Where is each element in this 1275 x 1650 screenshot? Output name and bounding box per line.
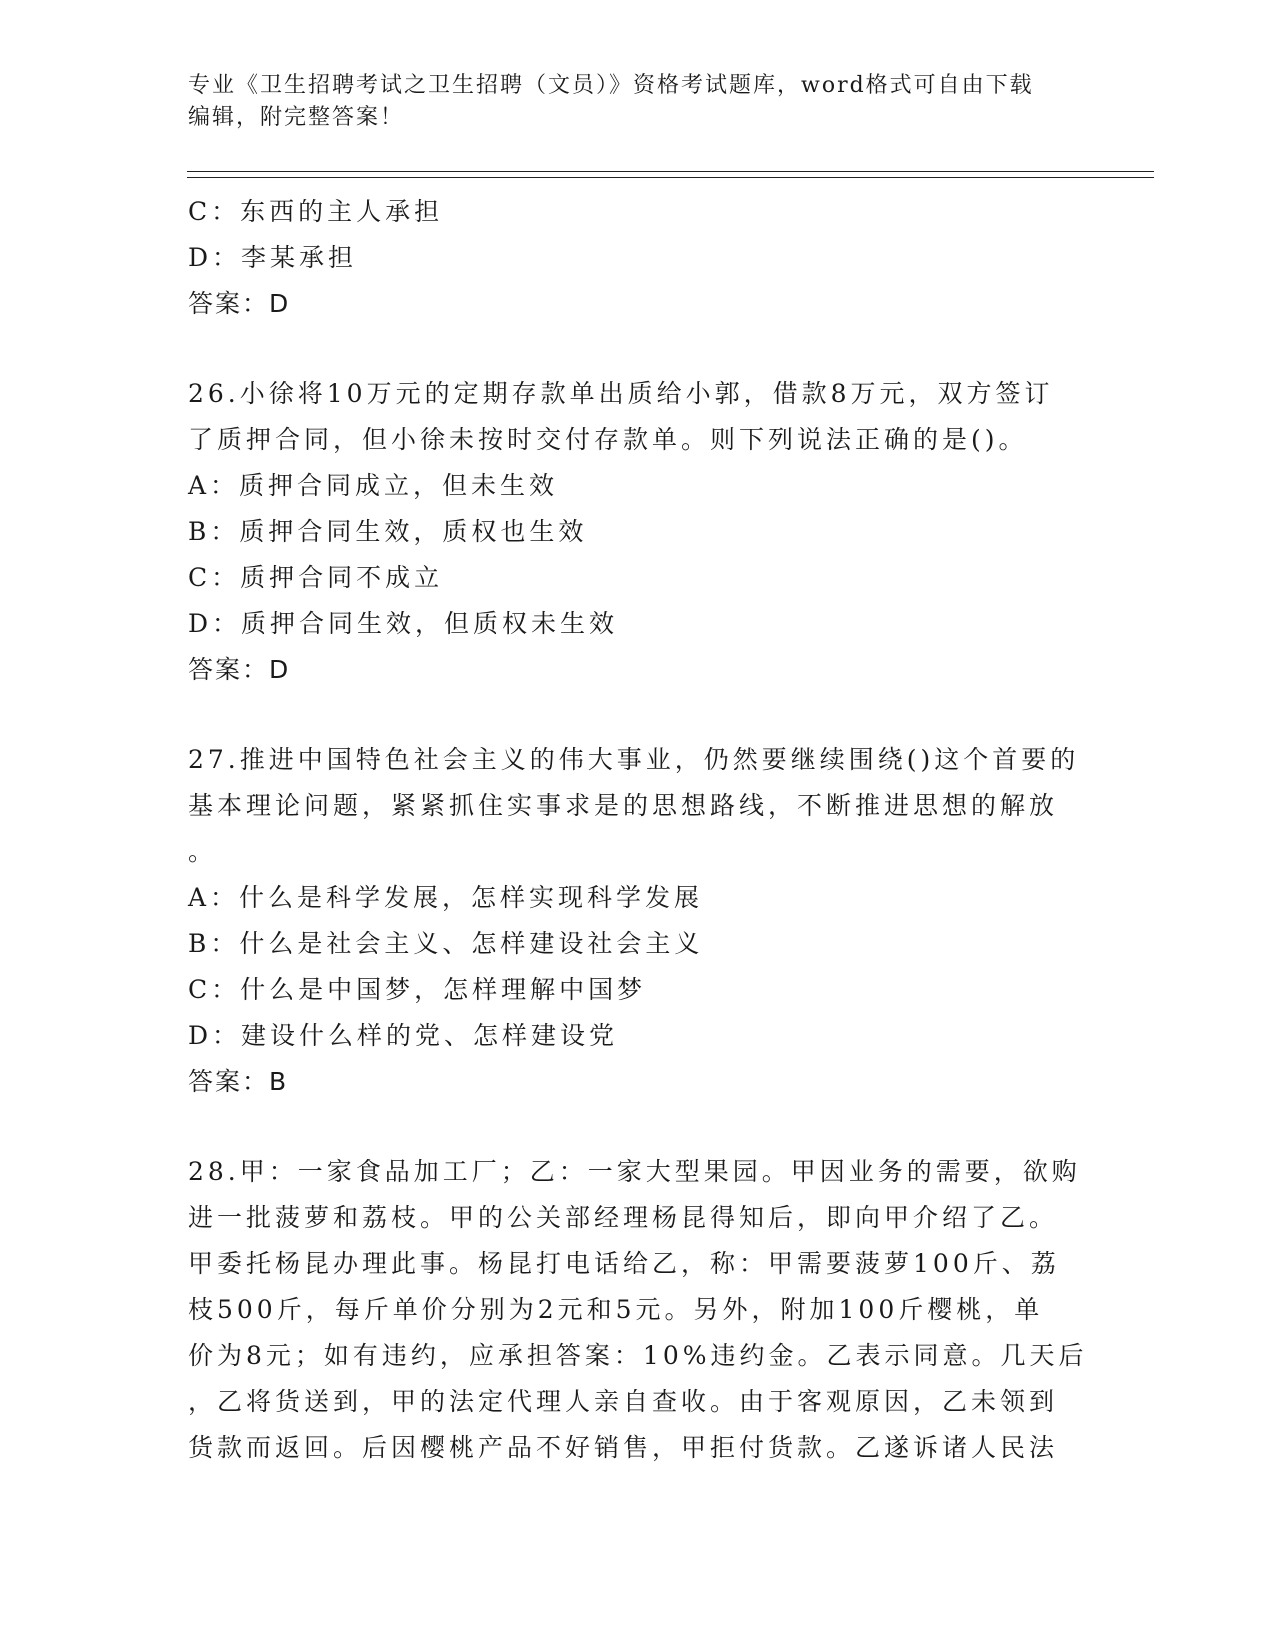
question-stem: 进一批菠萝和荔枝。甲的公关部经理杨昆得知后，即向甲介绍了乙。 [188, 1203, 1059, 1232]
question-stem: 货款而返回。后因樱桃产品不好销售，甲拒付货款。乙遂诉诸人民法 [188, 1433, 1059, 1462]
option-b: B：质押合同生效，质权也生效 [188, 517, 588, 546]
option-c: C：什么是中国梦，怎样理解中国梦 [188, 975, 647, 1004]
answer: 答案：D [188, 289, 291, 318]
question-stem: 基本理论问题，紧紧抓住实事求是的思想路线，不断推进思想的解放 [188, 791, 1059, 820]
option-a: A：质押合同成立，但未生效 [188, 471, 559, 500]
header-line-1: 专业《卫生招聘考试之卫生招聘（文员）》资格考试题库，word格式可自由下载 [188, 73, 1034, 98]
question-stem: 枝500斤，每斤单价分别为2元和5元。另外，附加100斤樱桃，单 [188, 1295, 1044, 1324]
question-stem: 26.小徐将10万元的定期存款单出质给小郭，借款8万元，双方签订 [188, 379, 1054, 408]
question-stem: 。 [188, 837, 218, 866]
document-body [188, 189, 1088, 1471]
question-28 [188, 1149, 1088, 1471]
question-stem: 价为8元；如有违约，应承担答案：10%违约金。乙表示同意。几天后 [188, 1341, 1088, 1370]
question-stem: ，乙将货送到，甲的法定代理人亲自查收。由于客观原因，乙未领到 [188, 1387, 1059, 1416]
answer: 答案：D [188, 655, 291, 684]
option-d: D：建设什么样的党、怎样建设党 [188, 1021, 619, 1050]
question-26 [188, 371, 1088, 693]
header-rule-bottom [187, 177, 1154, 178]
spacer [188, 693, 1088, 737]
option-c: C：东西的主人承担 [188, 197, 444, 226]
question-stem: 了质押合同，但小徐未按时交付存款单。则下列说法正确的是()。 [188, 425, 1028, 454]
question-stem: 27.推进中国特色社会主义的伟大事业，仍然要继续围绕()这个首要的 [188, 745, 1080, 774]
header-rule-top [187, 171, 1154, 172]
document-header [188, 70, 1088, 134]
option-c: C：质押合同不成立 [188, 563, 444, 592]
option-b: B：什么是社会主义、怎样建设社会主义 [188, 929, 704, 958]
answer: 答案：B [188, 1067, 289, 1096]
header-line-2: 编辑，附完整答案！ [188, 105, 405, 130]
spacer [188, 1105, 1088, 1149]
question-stem: 甲委托杨昆办理此事。杨昆打电话给乙，称：甲需要菠萝100斤、荔 [188, 1249, 1060, 1278]
option-d: D：李某承担 [188, 243, 358, 272]
option-a: A：什么是科学发展，怎样实现科学发展 [188, 883, 704, 912]
option-d: D：质押合同生效，但质权未生效 [188, 609, 619, 638]
question-25 [188, 189, 1088, 327]
question-stem: 28.甲：一家食品加工厂；乙：一家大型果园。甲因业务的需要，欲购 [188, 1157, 1081, 1186]
spacer [188, 327, 1088, 371]
question-27 [188, 737, 1088, 1105]
